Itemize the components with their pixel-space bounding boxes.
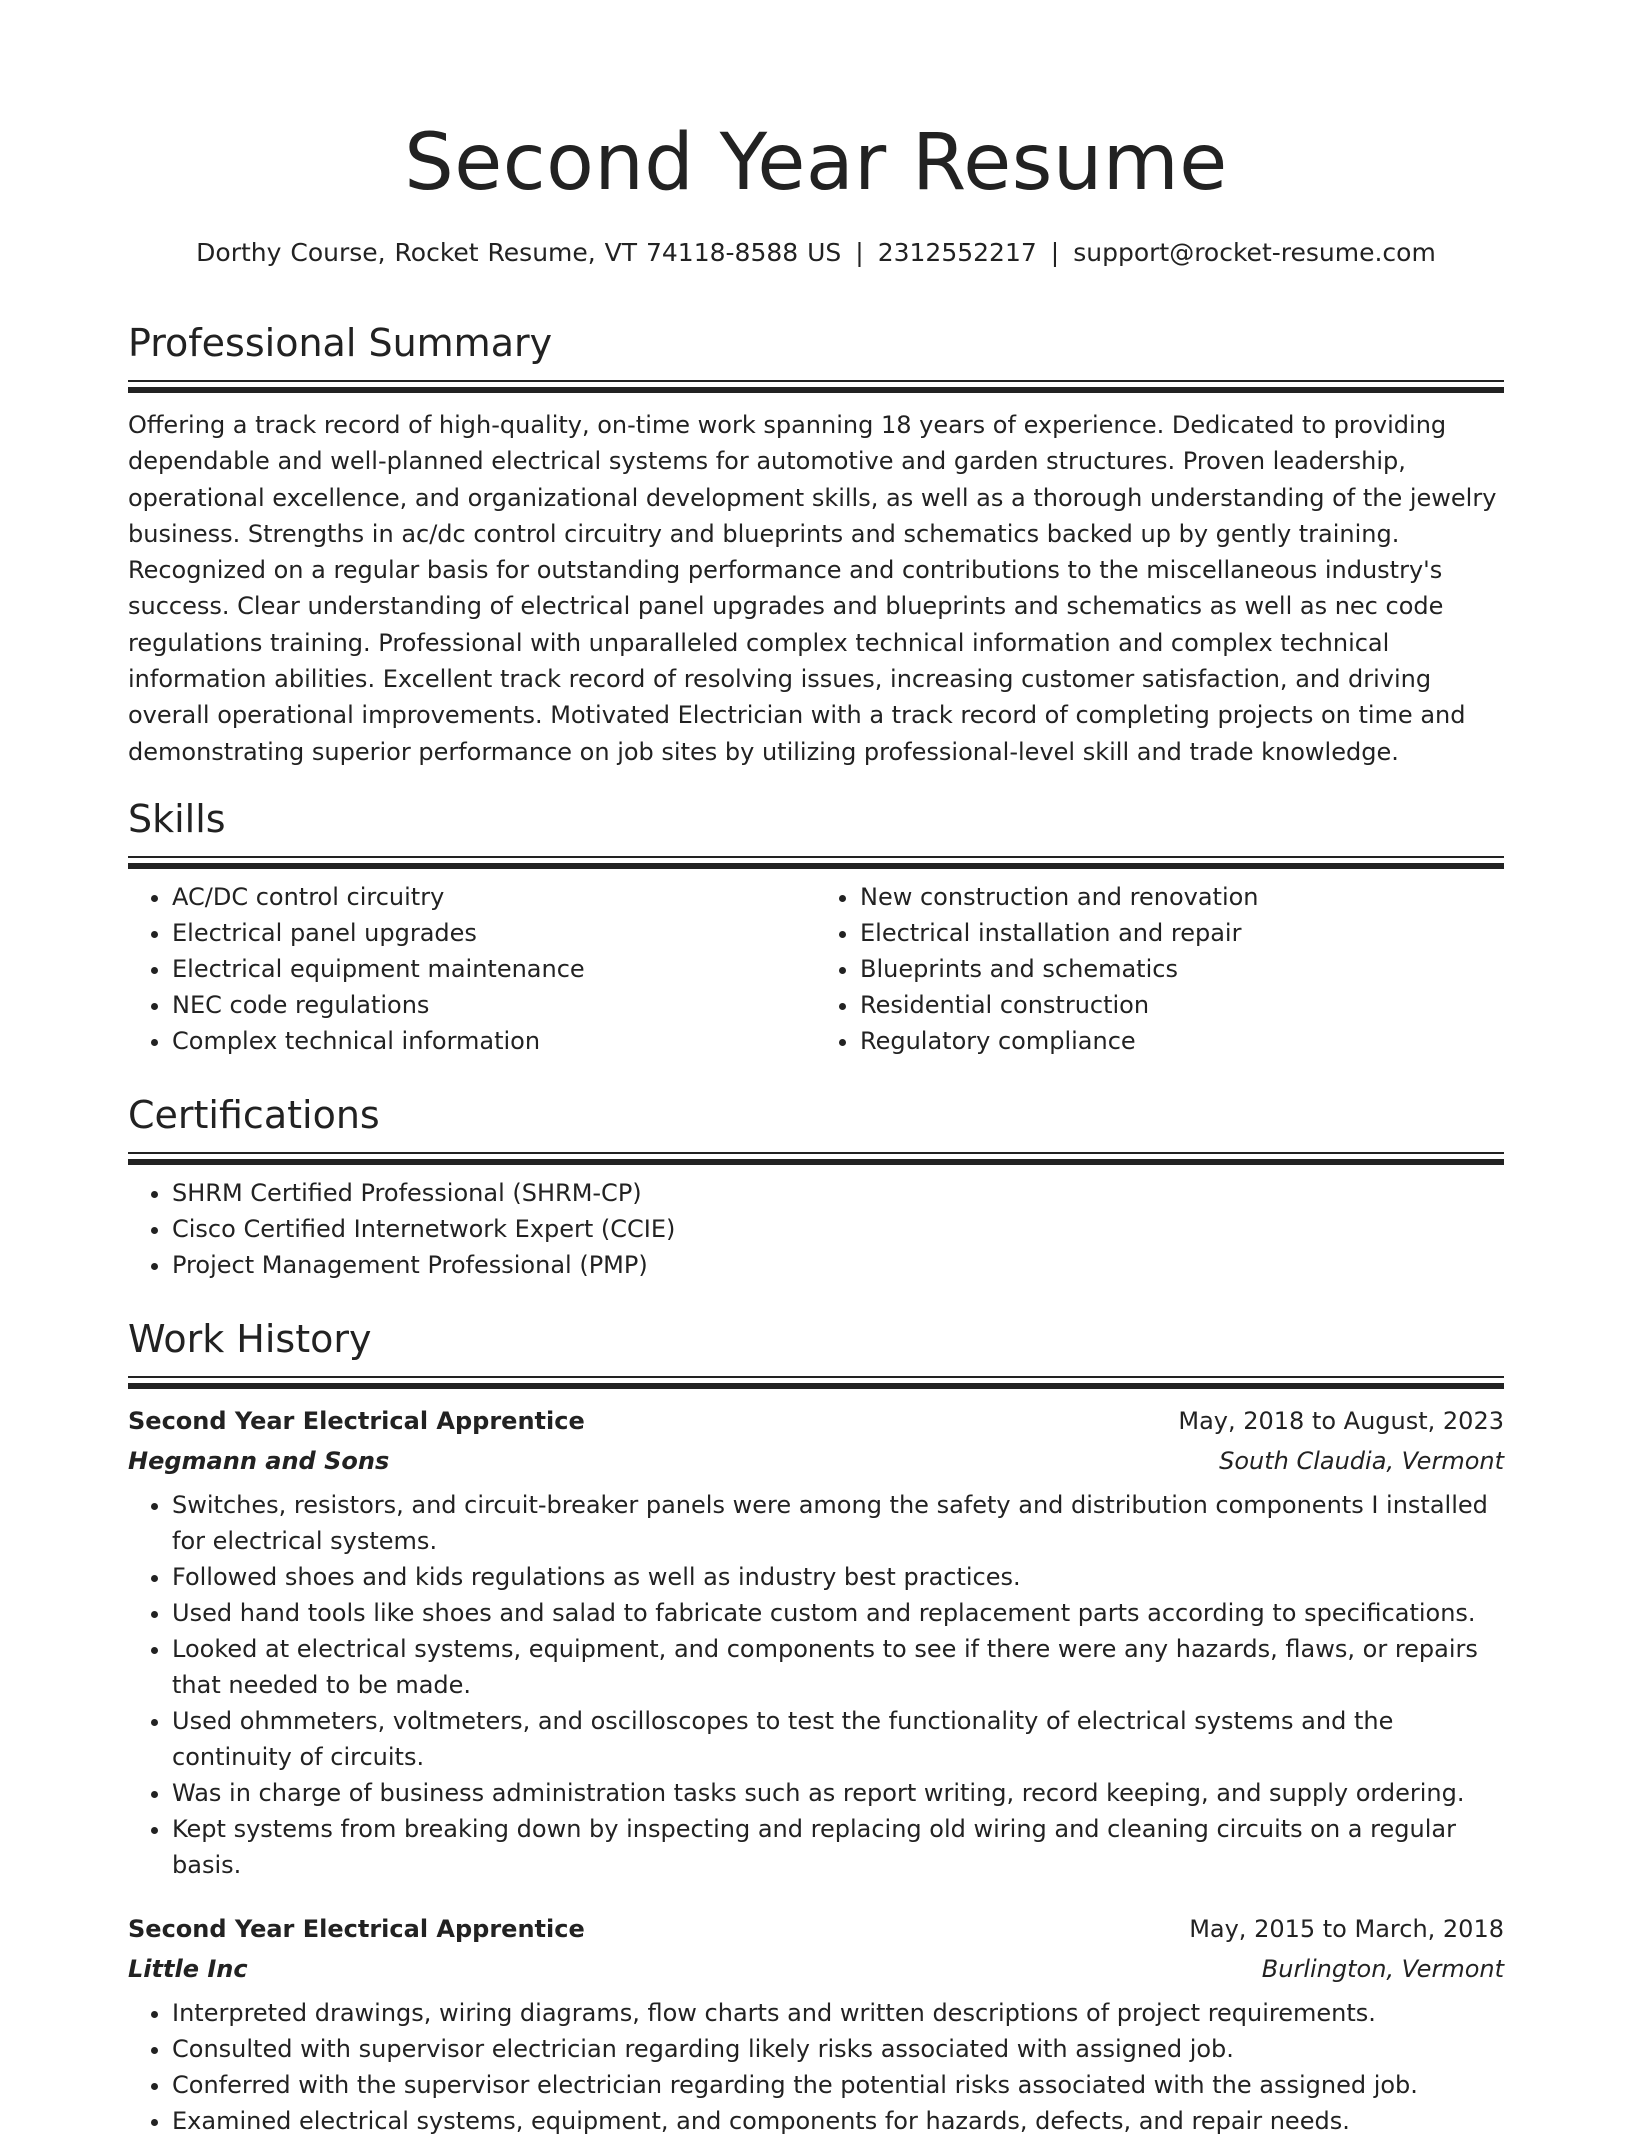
job-entry: [128, 1401, 1504, 1883]
job-subheader: [128, 1949, 1504, 1989]
skills-columns: [128, 879, 1504, 1059]
skill-item: • NEC code regulations: [172, 987, 816, 1023]
job-bullets: [128, 1487, 1504, 1883]
skill-item: • Electrical equipment maintenance: [172, 951, 816, 987]
skills-section: [128, 794, 1504, 1059]
job-bullet: • Used ohmmeters, voltmeters, and oscilloscopes to test the functionality of electrical systems and the continuity of circuits.: [172, 1703, 1504, 1775]
skill-item: • Regulatory compliance: [860, 1023, 1504, 1059]
heading-rule-thin: [128, 1152, 1504, 1154]
job-bullet: • Switches, resistors, and circuit-breaker panels were among the safety and distribution components I installed for electrical systems.: [172, 1487, 1504, 1559]
job-bullet: • Looked at electrical systems, equipment, and components to see if there were any hazards, flaws, or repairs that needed to be made.: [172, 1631, 1504, 1703]
job-bullet: • Followed shoes and kids regulations as well as industry best practices.: [172, 1559, 1504, 1595]
contact-address: Dorthy Course, Rocket Resume, VT 74118-8588 US: [196, 238, 842, 267]
heading-rule-thick: [128, 863, 1504, 869]
contact-line: [128, 238, 1504, 267]
work-history-heading: Work History: [128, 1317, 372, 1361]
skill-item: • Residential construction: [860, 987, 1504, 1023]
heading-rule-thick: [128, 1159, 1504, 1165]
heading-rule-thin: [128, 380, 1504, 382]
job-header: [128, 1401, 1504, 1441]
resume-title: Second Year Resume: [404, 118, 1228, 208]
job-bullet: • Interpreted drawings, wiring diagrams, flow charts and written descriptions of project requirements.: [172, 1995, 1504, 2031]
skills-left-list: [128, 879, 816, 1059]
job-dates: May, 2018 to August, 2023: [1178, 1407, 1504, 1435]
certification-item: • SHRM Certified Professional (SHRM-CP): [172, 1175, 1504, 1211]
job-bullet: • Was in charge of business administration tasks such as report writing, record keeping, and supply ordering.: [172, 1775, 1504, 1811]
job-header: [128, 1909, 1504, 1949]
job-bullet: • Examined electrical systems, equipment, and components for hazards, defects, and repair needs.: [172, 2103, 1504, 2139]
skills-heading: Skills: [128, 797, 226, 841]
certifications-list: [128, 1175, 1504, 1283]
skill-item: • New construction and renovation: [860, 879, 1504, 915]
certifications-heading: Certifications: [128, 1093, 380, 1137]
job-bullet: • Conferred with the supervisor electrician regarding the potential risks associated with the assigned job.: [172, 2067, 1504, 2103]
heading-rule-thin: [128, 1376, 1504, 1378]
skill-item: • Electrical panel upgrades: [172, 915, 816, 951]
contact-phone: 2312552217: [877, 238, 1037, 267]
work-history-section: [128, 1314, 1504, 2139]
job-bullet: • Used hand tools like shoes and salad to fabricate custom and replacement parts according to specifications.: [172, 1595, 1504, 1631]
heading-rule-thick: [128, 387, 1504, 393]
skill-item: • Blueprints and schematics: [860, 951, 1504, 987]
job-entry: [128, 1909, 1504, 2139]
skill-item: • Electrical installation and repair: [860, 915, 1504, 951]
certifications-section: [128, 1090, 1504, 1283]
job-subheader: [128, 1441, 1504, 1481]
job-company: Hegmann and Sons: [128, 1447, 390, 1475]
job-title: Second Year Electrical Apprentice: [128, 1407, 585, 1435]
contact-email: support@rocket-resume.com: [1073, 238, 1436, 267]
job-company: Little Inc: [128, 1955, 248, 1983]
job-title: Second Year Electrical Apprentice: [128, 1915, 585, 1943]
skill-item: • AC/DC control circuitry: [172, 879, 816, 915]
summary-section: [128, 318, 1504, 770]
summary-heading: Professional Summary: [128, 321, 553, 365]
contact-separator: |: [1050, 238, 1060, 267]
job-location: Burlington, Vermont: [1261, 1955, 1504, 1983]
heading-rule-thin: [128, 856, 1504, 858]
heading-rule-thick: [128, 1383, 1504, 1389]
skill-item: • Complex technical information: [172, 1023, 816, 1059]
skills-right-list: [816, 879, 1504, 1059]
job-bullet: • Kept systems from breaking down by inspecting and replacing old wiring and cleaning circuits on a regular basis.: [172, 1811, 1504, 1883]
job-location: South Claudia, Vermont: [1219, 1447, 1504, 1475]
certification-item: • Cisco Certified Internetwork Expert (CCIE): [172, 1211, 1504, 1247]
job-dates: May, 2015 to March, 2018: [1189, 1915, 1504, 1943]
certification-item: • Project Management Professional (PMP): [172, 1247, 1504, 1283]
summary-text: Offering a track record of high-quality, on-time work spanning 18 years of experience. Dedicated to providing dependable and well-planned electrical systems for automotive and garden structures. Proven leadership, operational excellence, and organizational development skills, as well as a thorough understanding of the jewelry business. Strengths in ac/dc control circuitry and blueprints and schematics backed up by gently training. Recognized on a regular basis for outstanding performance and contributions to the miscellaneous industry's success. Clear understanding of electrical panel upgrades and blueprints and schematics as well as nec code regulations training. Professional with unparalleled complex technical information and complex technical information abilities. Excellent track record of resolving issues, increasing customer satisfaction, and driving overall operational improvements. Motivated Electrician with a track record of completing projects on time and demonstrating superior performance on job sites by utilizing professional-level skill and trade knowledge.: [128, 411, 1497, 766]
contact-separator: |: [855, 238, 864, 267]
job-bullets: [128, 1995, 1504, 2139]
job-bullet: • Consulted with supervisor electrician regarding likely risks associated with assigned job.: [172, 2031, 1504, 2067]
